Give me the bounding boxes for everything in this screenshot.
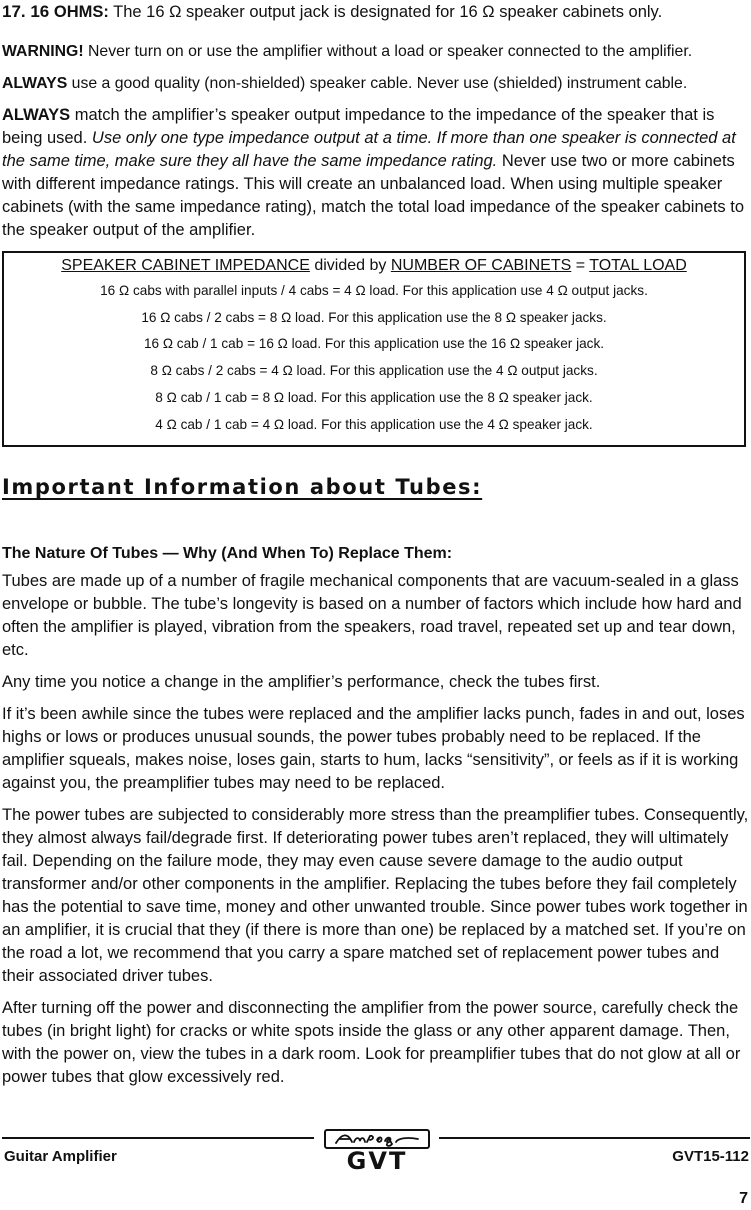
ampeg-logo [324, 1129, 430, 1149]
footer-product-name: Guitar Amplifier [4, 1148, 117, 1165]
body-paragraph: After turning off the power and disconnecting the amplifier from the power source, carefully check the tubes (in bright light) for cracks or white spots inside the glass or any other apparent damage. Then, with the power on, view the tubes in a dark room. Look for preamplifier tubes that do not glow at all or power tubes that glow excessively red. [2, 999, 741, 1086]
footer-rule [439, 1137, 750, 1139]
gvt-wordmark: GVT [346, 1147, 408, 1175]
calc-example: 16 Ω cabs with parallel inputs / 4 cabs = 4 Ω load. For this application use 4 Ω output jacks. [100, 283, 648, 298]
page-footer [2, 1124, 751, 1184]
impedance-formula: SPEAKER CABINET IMPEDANCE divided by NUMBER OF CABINETS = TOTAL LOAD [61, 257, 687, 274]
section-17-ohms: 17. 16 OHMS: The 16 Ω speaker output jack is designated for 16 Ω speaker cabinets only. [2, 2, 663, 21]
footer-model-number: GVT15-112 [672, 1148, 749, 1165]
ampeg-script-logo [326, 1131, 428, 1147]
page-number: 7 [739, 1190, 748, 1207]
section-heading-tubes: Important Information about Tubes: [2, 475, 483, 499]
tubes-body-text [2, 570, 751, 1098]
body-paragraph: The power tubes are subjected to considerably more stress than the preamplifier tubes. Consequently, they almost always fail/degrade first. If deteriorating power tubes aren’t replaced, they will ultimately fail. Depending on the failure mode, they may even cause severe damage to the audio output transformer and/or other components in the amplifier. Replacing the tubes before they fail completely has the potential to save time, money and other unwanted trouble. Since power tubes work together in an amplifier, it is crucial that they (if there is more than one) be replaced by a matched set. If you’re on the road a lot, we recommend that you carry a spare matched set of replacement power tubes and their associated driver tubes. [2, 806, 749, 985]
body-paragraph: Any time you notice a change in the amplifier’s performance, check the tubes first. [2, 673, 601, 691]
warning-note: WARNING! Never turn on or use the amplifier without a load or speaker connected to the amplifier. [2, 43, 693, 60]
always-cable-note: ALWAYS use a good quality (non-shielded) speaker cable. Never use (shielded) instrument cable. [2, 75, 688, 92]
footer-rule [2, 1137, 314, 1139]
calc-example: 4 Ω cab / 1 cab = 4 Ω load. For this application use the 4 Ω speaker jack. [155, 416, 593, 432]
always-impedance-note: ALWAYS match the amplifier’s speaker output impedance to the impedance of the speaker that is being used. Use only one type impedance output at a time. If more than one speaker is connected at the same time, make sure they all have the same impedance rating. Never use two or more cabinets with different impedance ratings. This will create an unbalanced load. When using multiple speaker cabinets (with the same impedance rating), match the total load impedance of the speaker cabinets to the speaker output of the amplifier. [2, 106, 745, 239]
body-paragraph: Tubes are made up of a number of fragile mechanical components that are vacuum-sealed in a glass envelope or bubble. The tube’s longevity is based on a number of factors which include how hard and often the amplifier is played, vibration from the speakers, road travel, repeated set up and tear down, etc. [2, 572, 742, 659]
subheading-nature-of-tubes: The Nature Of Tubes — Why (And When To) Replace Them: [2, 545, 453, 562]
calc-example: 8 Ω cab / 1 cab = 8 Ω load. For this application use the 8 Ω speaker jack. [155, 389, 593, 405]
calc-example: 16 Ω cabs / 2 cabs = 8 Ω load. For this application use the 8 Ω speaker jacks. [141, 309, 607, 325]
calc-example: 16 Ω cab / 1 cab = 16 Ω load. For this application use the 16 Ω speaker jack. [143, 336, 605, 352]
body-paragraph: If it’s been awhile since the tubes were replaced and the amplifier lacks punch, fades in and out, loses highs or lows or produces unusual sounds, the power tubes probably need to be replaced. If the amplifier squeals, makes noise, loses gain, starts to hum, lacks “sensitivity”, or feels as if it is working against you, the preamplifier tubes may need to be replaced. [2, 705, 745, 792]
calc-example: 8 Ω cabs / 2 cabs = 4 Ω load. For this application use the 4 Ω output jacks. [150, 363, 598, 379]
impedance-calculation-box [2, 251, 746, 447]
